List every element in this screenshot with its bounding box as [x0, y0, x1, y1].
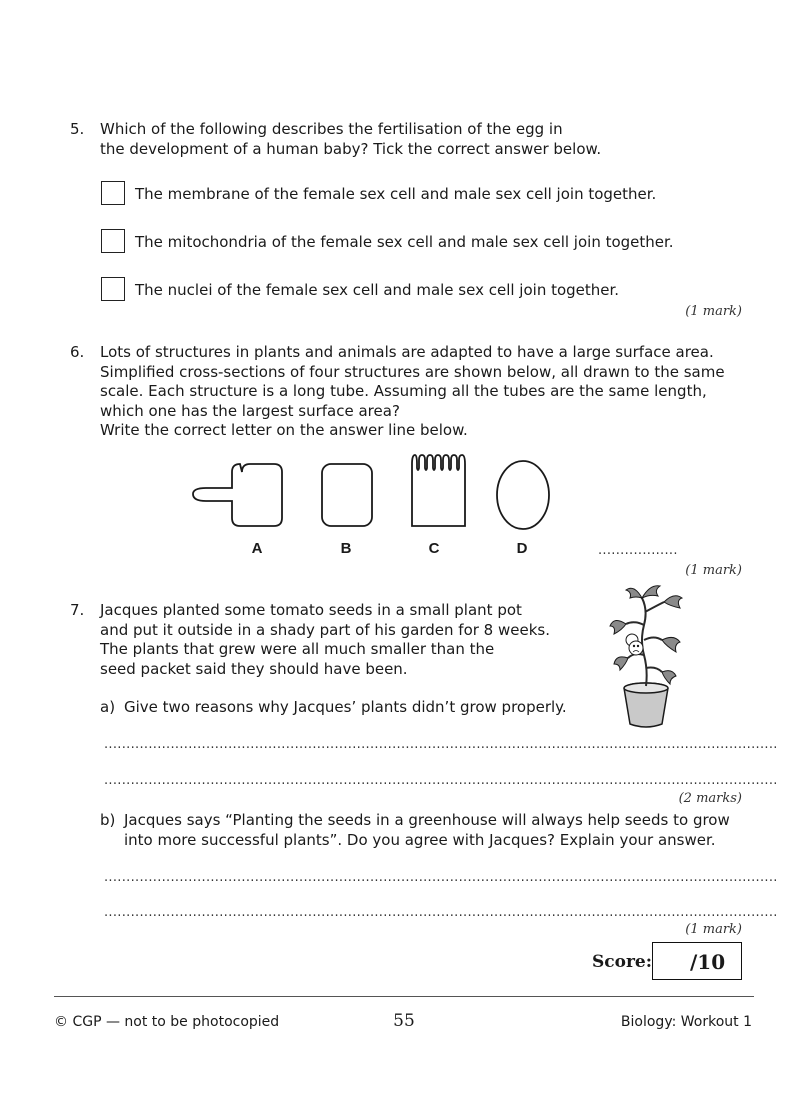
q6-line-4: which one has the largest surface area? [100, 402, 400, 420]
label-c: C [428, 540, 440, 557]
q6-marks: (1 mark) [685, 563, 742, 578]
q5-option-1-checkbox[interactable] [101, 181, 125, 205]
q6-answer-line[interactable]: .................. [598, 543, 678, 558]
q7-line-1: Jacques planted some tomato seeds in a small plant pot [100, 601, 522, 619]
cross-sections-diagram [180, 450, 570, 540]
label-a: A [251, 540, 263, 557]
q7-number: 7. [70, 601, 85, 619]
q5-option-3-checkbox[interactable] [101, 277, 125, 301]
q7a-label: a) [100, 698, 116, 716]
q7a-marks: (2 marks) [678, 791, 742, 806]
q7b-line-1: Jacques says “Planting the seeds in a greenhouse will always help seeds to grow [124, 811, 730, 829]
score-value: /10 [690, 950, 726, 974]
score-label: Score: [592, 952, 653, 972]
q7b-line-2: into more successful plants”. Do you agree with Jacques? Explain your answer. [124, 831, 716, 849]
footer-book-title: Biology: Workout 1 [620, 1014, 752, 1030]
q7a-answer-line-2[interactable]: ........................................................................................................................................................ [104, 773, 778, 788]
q7b-answer-line-1[interactable]: ........................................................................................................................................................ [104, 870, 778, 885]
q5-option-3-label: The nuclei of the female sex cell and male sex cell join together. [135, 281, 620, 299]
structure-d-shape [497, 461, 549, 529]
q5-number: 5. [70, 120, 85, 138]
q5-line-2: the development of a human baby? Tick the correct answer below. [100, 140, 602, 158]
q7b-marks: (1 mark) [685, 922, 742, 937]
footer-divider [54, 996, 754, 997]
structure-a-shape [193, 464, 282, 526]
plant-pot [624, 683, 668, 727]
structure-b-shape [322, 464, 372, 526]
q7b-label: b) [100, 811, 116, 829]
q6-number: 6. [70, 343, 85, 361]
q7-line-3: The plants that grew were all much smaller than the [100, 640, 495, 658]
structure-c-shape [412, 455, 465, 526]
q7b-answer-line-2[interactable]: ........................................................................................................................................................ [104, 905, 778, 920]
q5-line-1: Which of the following describes the fertilisation of the egg in [100, 120, 563, 138]
q5-option-2-checkbox[interactable] [101, 229, 125, 253]
q6-line-1: Lots of structures in plants and animals are adapted to have a large surface area. [100, 343, 714, 361]
q7a-answer-line-1[interactable]: ........................................................................................................................................................ [104, 737, 778, 752]
q7a-text: Give two reasons why Jacques’ plants didn’t grow properly. [124, 698, 567, 716]
label-b: B [340, 540, 352, 557]
q5-marks: (1 mark) [685, 304, 742, 319]
tomato-plant-illustration [604, 580, 688, 732]
sad-tomato-icon [626, 634, 643, 655]
label-d: D [516, 540, 528, 557]
q6-line-5: Write the correct letter on the answer line below. [100, 421, 468, 439]
q5-option-1-label: The membrane of the female sex cell and male sex cell join together. [135, 185, 657, 203]
q6-line-2: Simplified cross-sections of four structures are shown below, all drawn to the same [100, 363, 725, 381]
q5-option-2-label: The mitochondria of the female sex cell and male sex cell join together. [135, 233, 674, 251]
q6-line-3: scale. Each structure is a long tube. Assuming all the tubes are the same length, [100, 382, 707, 400]
page-number: 55 [393, 1011, 415, 1031]
footer-copyright: © CGP — not to be photocopied [54, 1014, 280, 1030]
q7-line-2: and put it outside in a shady part of his garden for 8 weeks. [100, 621, 550, 639]
q7-line-4: seed packet said they should have been. [100, 660, 408, 678]
